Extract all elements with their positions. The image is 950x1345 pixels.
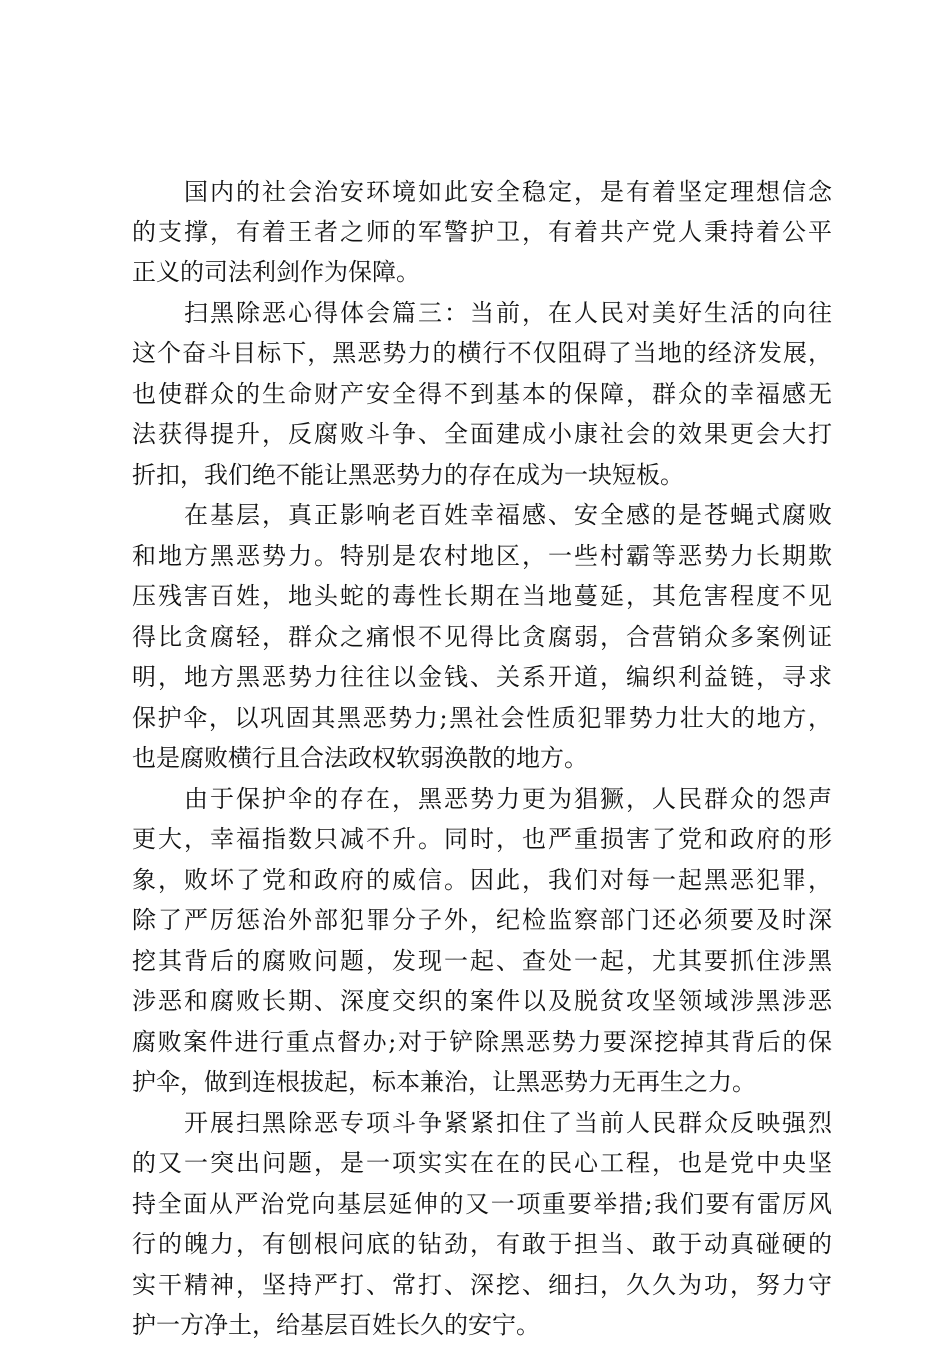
text-line: 的支撑，有着王者之师的军警护卫，有着共产党人秉持着公平 <box>132 218 832 246</box>
text-line: 由于保护伞的存在，黑恶势力更为猖獗，人民群众的怨声 <box>132 785 832 813</box>
text-line: 涉恶和腐败长期、深度交织的案件以及脱贫攻坚领域涉黑涉恶 <box>132 987 832 1015</box>
text-line: 护一方净土，给基层百姓长久的安宁。 <box>132 1311 540 1339</box>
text-line: 护伞，做到连根拔起，标本兼治，让黑恶势力无再生之力。 <box>132 1068 756 1096</box>
text-line: 也是腐败横行且合法政权软弱涣散的地方。 <box>132 744 588 772</box>
text-line: 和地方黑恶势力。特别是农村地区，一些村霸等恶势力长期欺 <box>132 542 832 570</box>
text-line: 更大，幸福指数只减不升。同时，也严重损害了党和政府的形 <box>132 825 832 853</box>
text-line: 的又一突出问题，是一项实实在在的民心工程，也是党中央坚 <box>132 1149 832 1177</box>
text-line: 得比贪腐轻，群众之痛恨不见得比贪腐弱，合营销众多案例证 <box>132 623 832 651</box>
text-line: 在基层，真正影响老百姓幸福感、安全感的是苍蝇式腐败 <box>132 501 832 529</box>
text-line: 实干精神，坚持严打、常打、深挖、细扫，久久为功，努力守 <box>132 1271 832 1299</box>
text-line: 持全面从严治党向基层延伸的又一项重要举措;我们要有雷厉风 <box>132 1190 832 1218</box>
text-line: 保护伞，以巩固其黑恶势力;黑社会性质犯罪势力壮大的地方， <box>132 704 832 732</box>
text-line: 扫黑除恶心得体会篇三：当前，在人民对美好生活的向往 <box>132 299 832 327</box>
text-line: 象，败坏了党和政府的威信。因此，我们对每一起黑恶犯罪， <box>132 866 832 894</box>
text-line: 腐败案件进行重点督办;对于铲除黑恶势力要深挖掉其背后的保 <box>132 1028 832 1056</box>
text-line: 折扣，我们绝不能让黑恶势力的存在成为一块短板。 <box>132 461 684 489</box>
text-line: 正义的司法利剑作为保障。 <box>132 258 420 286</box>
text-line: 挖其背后的腐败问题，发现一起、查处一起，尤其要抓住涉黑 <box>132 947 832 975</box>
text-line: 这个奋斗目标下，黑恶势力的横行不仅阻碍了当地的经济发展， <box>132 339 832 367</box>
text-line: 开展扫黑除恶专项斗争紧紧扣住了当前人民群众反映强烈 <box>132 1109 832 1137</box>
text-line: 也使群众的生命财产安全得不到基本的保障，群众的幸福感无 <box>132 380 832 408</box>
text-line: 法获得提升，反腐败斗争、全面建成小康社会的效果更会大打 <box>132 420 832 448</box>
text-line: 行的魄力，有刨根问底的钻劲，有敢于担当、敢于动真碰硬的 <box>132 1230 832 1258</box>
text-line: 压残害百姓，地头蛇的毒性长期在当地蔓延，其危害程度不见 <box>132 582 832 610</box>
text-line: 明，地方黑恶势力往往以金钱、关系开道，编织利益链，寻求 <box>132 663 832 691</box>
text-line: 除了严厉惩治外部犯罪分子外，纪检监察部门还必须要及时深 <box>132 906 832 934</box>
text-line: 国内的社会治安环境如此安全稳定，是有着坚定理想信念 <box>132 178 832 206</box>
